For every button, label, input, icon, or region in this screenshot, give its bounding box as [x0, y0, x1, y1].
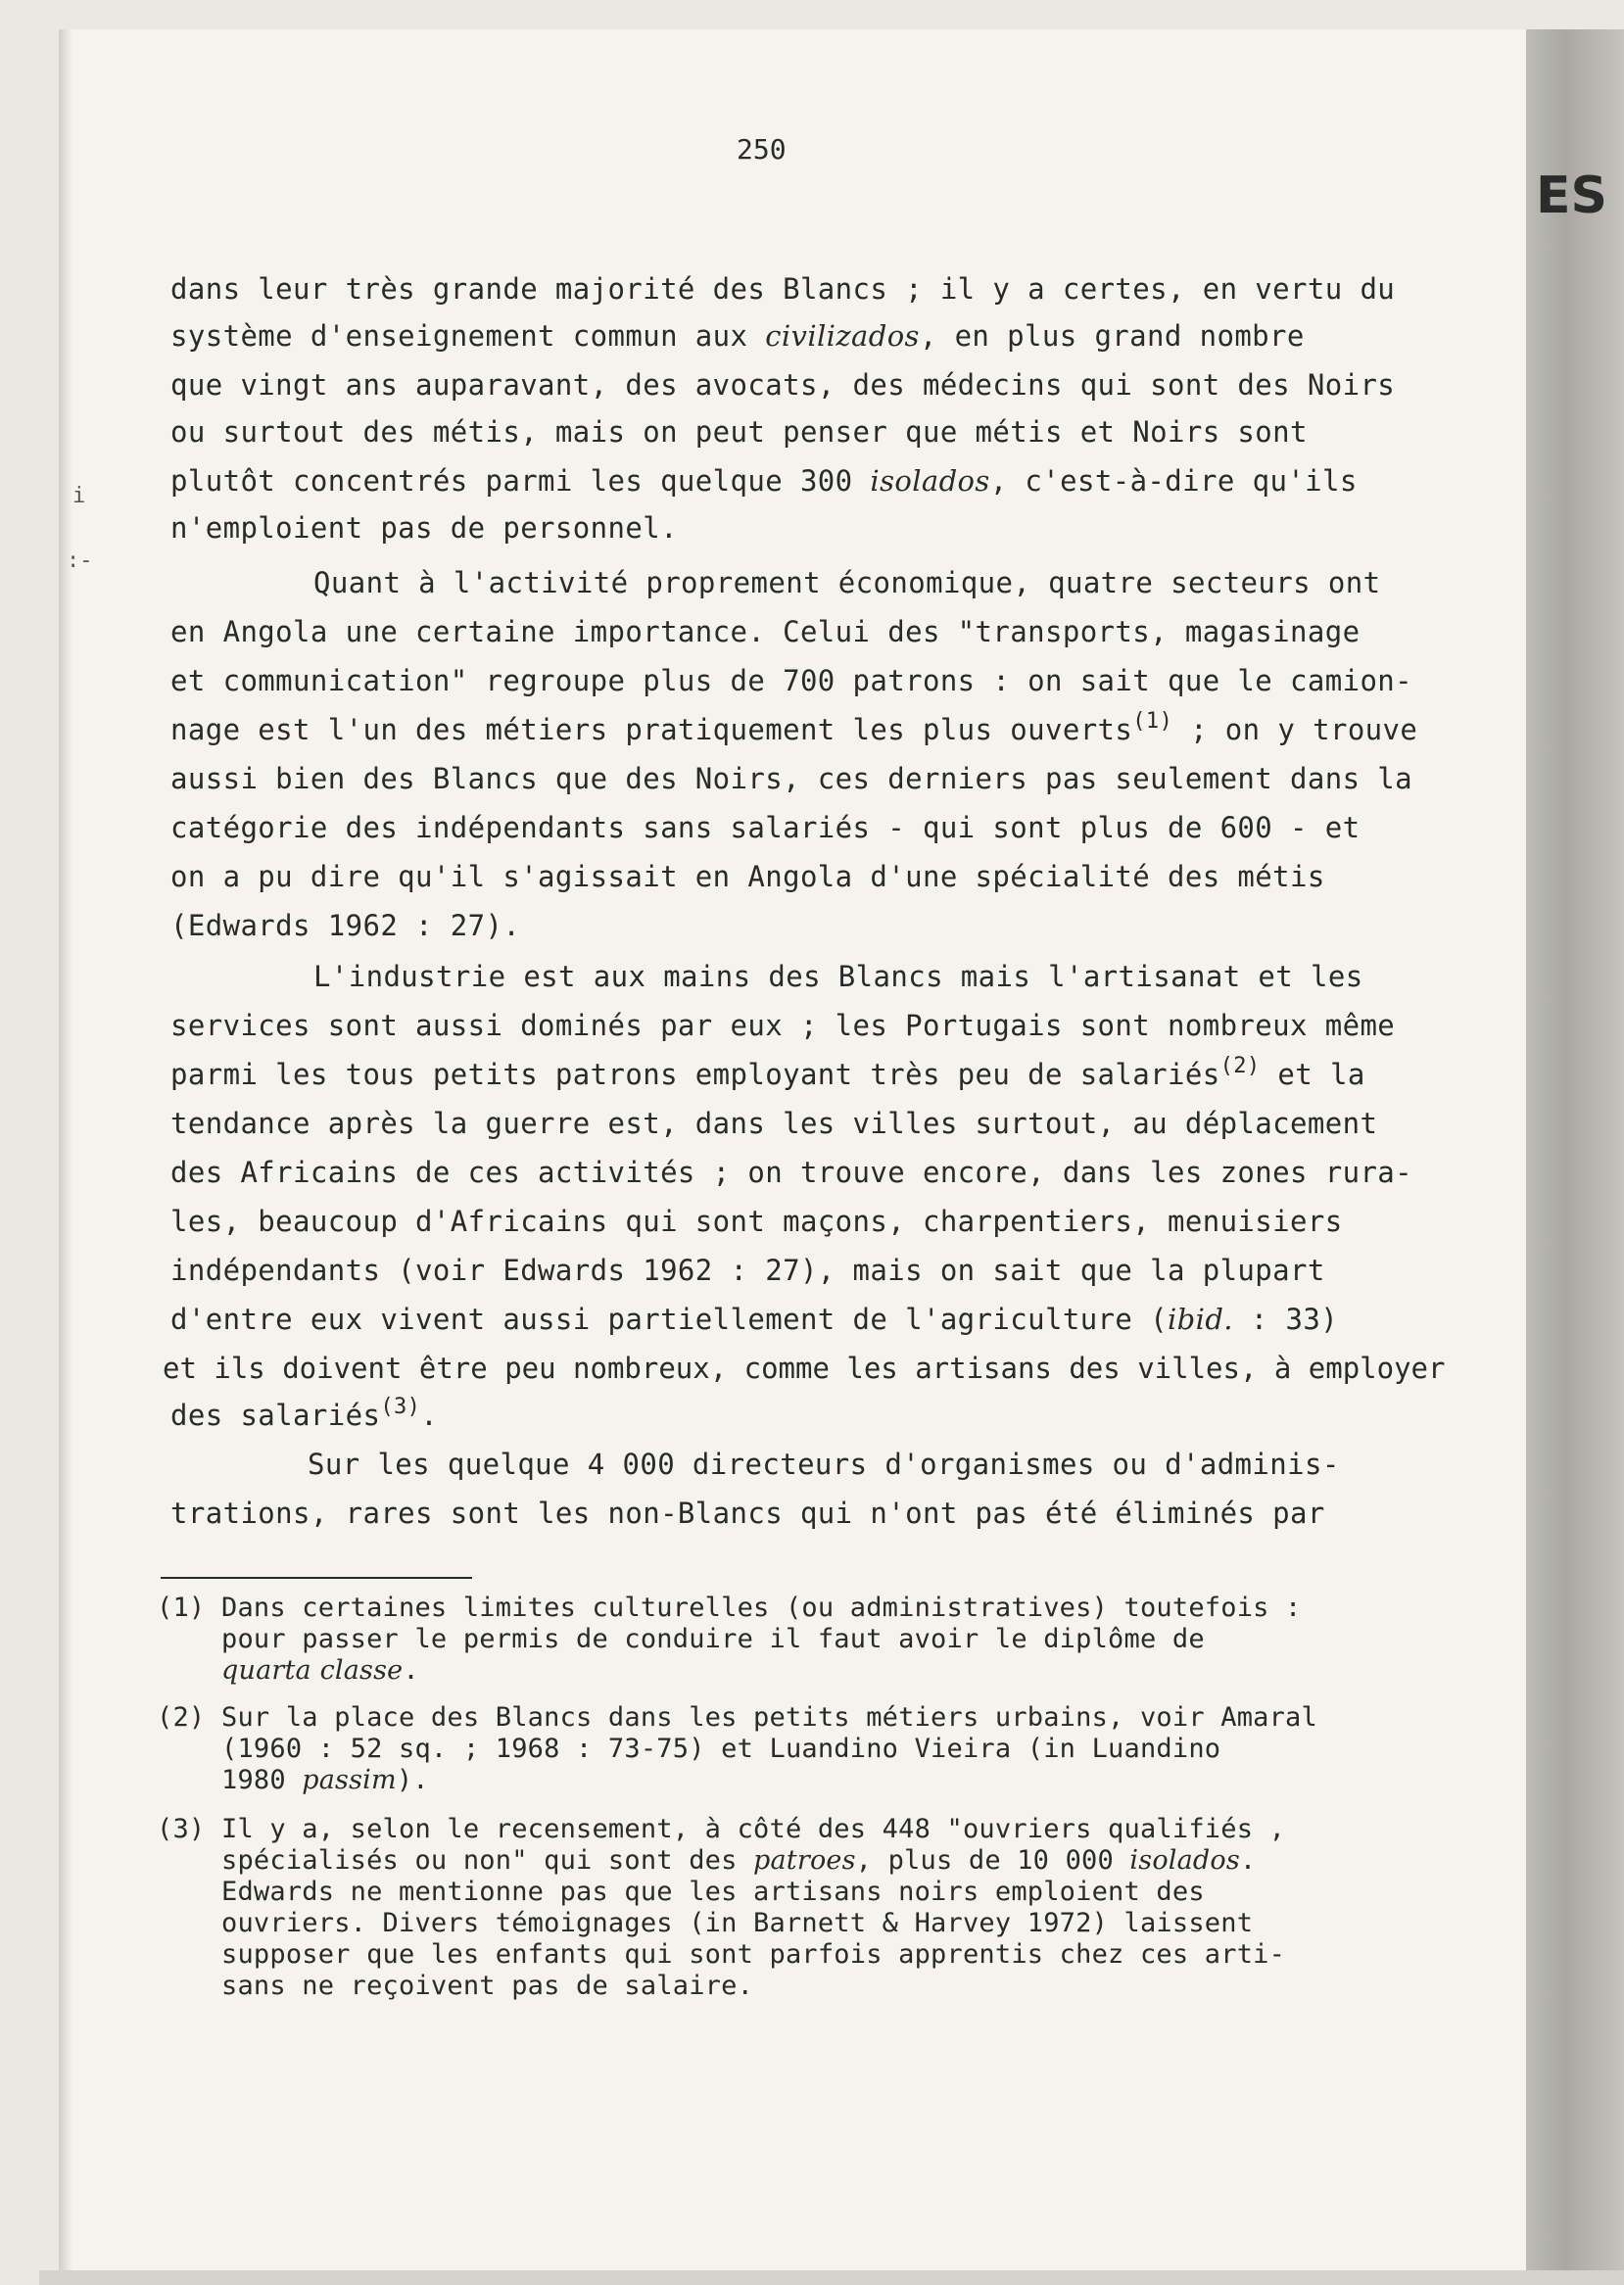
footnote-ref: (3) [380, 1395, 421, 1419]
body-line: plutôt concentrés parmi les quelque 300 isolados, c'est-à-dire qu'ils [170, 464, 1358, 498]
body-line: (Edwards 1962 : 27). [170, 909, 521, 942]
body-line: services sont aussi dominés par eux ; les Portugais sont nombreux même [170, 1009, 1396, 1042]
footnote-number: (2) [157, 1702, 206, 1733]
underlying-page-text: ES [1536, 167, 1607, 225]
body-line: on a pu dire qu'il s'agissait en Angola d'une spécialité des métis [170, 860, 1325, 893]
margin-mark: :- [67, 548, 93, 573]
footnote-line: Il y a, selon le recensement, à côté des 448 "ouvriers qualifiés , [221, 1814, 1286, 1844]
footnote-ref: (2) [1219, 1054, 1261, 1078]
body-line: nage est l'un des métiers pratiquement les plus ouverts$^{(1)}$ ; on y trouve [170, 709, 1418, 746]
footnote-number: (3) [157, 1814, 206, 1844]
footnote-line: Edwards ne mentionne pas que les artisans noirs emploient des [221, 1877, 1205, 1907]
body-line: aussi bien des Blancs que des Noirs, ces derniers pas seulement dans la [170, 762, 1413, 795]
body-line: ou surtout des métis, mais on peut penser que métis et Noirs sont [170, 415, 1308, 449]
body-line: des Africains de ces activités ; on trouve encore, dans les zones rura- [170, 1156, 1413, 1189]
body-line: des salariés$^{(3)}$. [170, 1395, 439, 1432]
body-line: L'industrie est aux mains des Blancs mais l'artisanat et les [313, 960, 1363, 993]
body-line: dans leur très grande majorité des Blancs ; il y a certes, en vertu du [170, 272, 1396, 306]
footnote-line: supposer que les enfants qui sont parfois apprentis chez ces arti- [221, 1939, 1286, 1970]
footnote-line: pour passer le permis de conduire il faut avoir le diplôme de [221, 1624, 1205, 1654]
body-line: et communication" regroupe plus de 700 patrons : on sait que le camion- [170, 664, 1413, 697]
footnote-line: spécialisés ou non" qui sont des patroes, plus de 10 000 isolados. [221, 1845, 1257, 1876]
body-line: que vingt ans auparavant, des avocats, des médecins qui sont des Noirs [170, 368, 1396, 402]
body-line: trations, rares sont les non-Blancs qui n'ont pas été éliminés par [170, 1497, 1325, 1530]
body-line: système d'enseignement commun aux civilizados, en plus grand nombre [170, 319, 1305, 353]
body-line: Sur les quelque 4 000 directeurs d'organismes ou d'adminis- [308, 1448, 1340, 1481]
body-line: n'emploient pas de personnel. [170, 511, 678, 545]
body-line: indépendants (voir Edwards 1962 : 27), mais on sait que la plupart [170, 1254, 1325, 1287]
footnote-line: Dans certaines limites culturelles (ou administratives) toutefois : [221, 1593, 1302, 1623]
footnote-ref: (1) [1132, 709, 1173, 734]
footnote-line: 1980 passim). [221, 1765, 429, 1795]
body-line: Quant à l'activité proprement économique, quatre secteurs ont [313, 566, 1381, 599]
page-number: 250 [737, 133, 787, 166]
underlying-page-strip [1526, 29, 1624, 2272]
body-line: catégorie des indépendants sans salariés - qui sont plus de 600 - et [170, 811, 1361, 844]
page-bottom-edge [39, 2270, 1624, 2285]
body-line: en Angola une certaine importance. Celui des "transports, magasinage [170, 615, 1361, 648]
body-line: parmi les tous petits patrons employant très peu de salariés$^{(2)}$ et la [170, 1054, 1365, 1091]
footnote-line: ouvriers. Divers témoignages (in Barnett & Harvey 1972) laissent [221, 1908, 1254, 1938]
body-line: tendance après la guerre est, dans les villes surtout, au déplacement [170, 1107, 1378, 1140]
footnote-separator [161, 1577, 472, 1579]
footnote-line: (1960 : 52 sq. ; 1968 : 73-75) et Luandino Vieira (in Luandino [221, 1734, 1221, 1764]
footnote-line: sans ne reçoivent pas de salaire. [221, 1971, 754, 2001]
margin-mark: i [72, 484, 86, 508]
body-line: les, beaucoup d'Africains qui sont maçons, charpentiers, menuisiers [170, 1205, 1343, 1238]
footnote-line: quarta classe. [221, 1655, 419, 1686]
body-line: et ils doivent être peu nombreux, comme les artisans des villes, à employer [163, 1352, 1446, 1385]
footnote-number: (1) [157, 1593, 206, 1623]
footnote-line: Sur la place des Blancs dans les petits métiers urbains, voir Amaral [221, 1702, 1317, 1733]
page-left-edge [59, 29, 72, 2272]
body-line: d'entre eux vivent aussi partiellement de l'agriculture (ibid. : 33) [170, 1303, 1339, 1336]
